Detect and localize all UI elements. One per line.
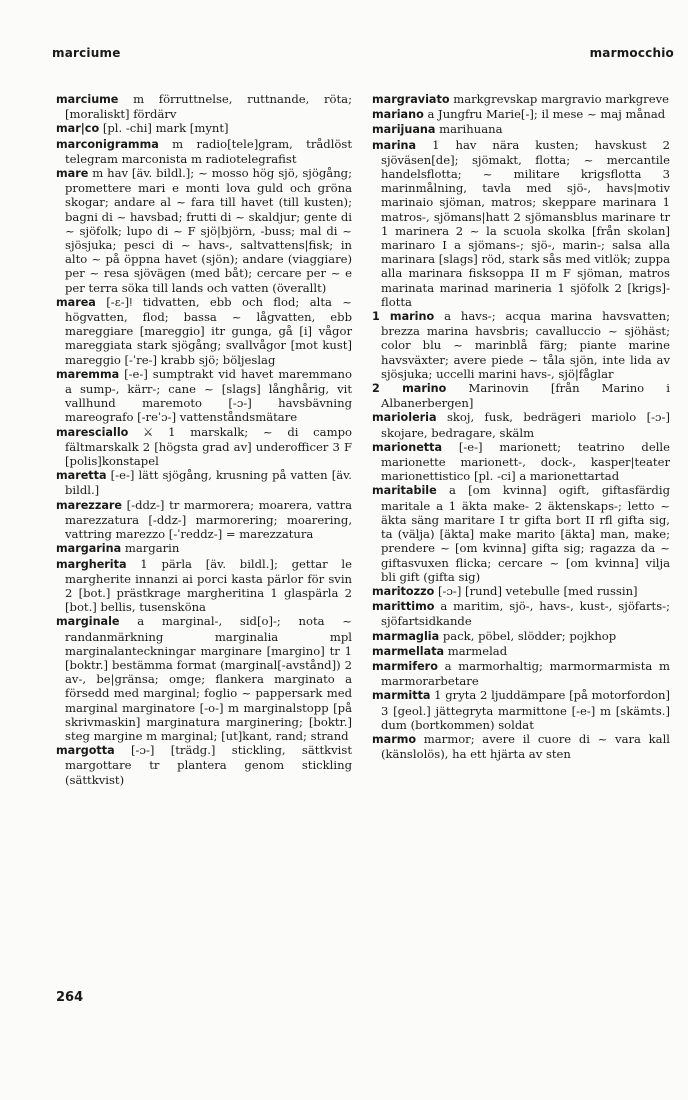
entry <box>372 92 670 107</box>
definition: pack, pöbel, slödder; pojkhop <box>439 628 617 643</box>
definition: a Jungfru Marie[-]; il mese ~ maj månad <box>423 107 666 122</box>
left-column <box>56 92 352 787</box>
running-head-right: marmocchio <box>589 46 674 60</box>
running-head-left: marciume <box>52 46 121 60</box>
entry <box>56 92 352 121</box>
headword: marciume <box>56 93 119 106</box>
headword: margherita <box>56 557 127 571</box>
headword: maremma <box>56 367 120 381</box>
headword: marmifero <box>372 659 438 673</box>
definition: m hav [äv. bildl.]; ~ mosso hög sjö, sjögång; promettere mari e monti lova guld och gröna skogar; andare al ~ fara till havet (till kusten); bagni di ~ havsbad; frutti di ~ skaldjur; gente di ~ sjöfolk; lupo di ~ F sjö|björn, -buss; mal di ~ sjösjuka; pesci di ~ havs-, saltvattens|fisk; in alto ~ på öppna havet (sjön); andare (viaggiare) per ~ resa sjövägen (med båt); cercare per ~ e per terra söka till lands och vatten (överallt) <box>65 166 352 295</box>
headword: marea <box>56 295 96 309</box>
entry <box>372 138 670 309</box>
entry <box>56 425 352 469</box>
headword: marmo <box>372 732 417 746</box>
definition: [-ɛ-]ǃ tidvatten, ebb och flod; alta ~ högvatten, flod; bassa ~ lågvatten, ebb mareggiare [mareggio] itr gunga, gå [i] vågor mareggiata stark sjögång; svallvågor [mot kust] mareggio [-ˈre-] krabb sjö; böljeslag <box>65 294 352 367</box>
headword: marginale <box>56 615 120 629</box>
entry <box>372 122 670 137</box>
entry <box>56 367 352 425</box>
headword: marezzare <box>56 498 122 512</box>
entry <box>372 659 670 688</box>
definition: [-e-] sumptrakt vid havet maremmano a sump-, kärr-; cane ~ [slags] långhårig, vit vallhund maremoto [-ɔ-] havsbävning mareografo [-reˈɔ-] vattenståndsmätare <box>65 366 352 425</box>
entry <box>372 483 670 583</box>
headword: maresciallo <box>56 425 129 439</box>
definition: a marmorhaltig; marmormarmista m marmorarbetare <box>381 658 670 689</box>
definition: [-ddz-] tr marmorera; moarera, vattra marezzatura [-ddz-] marmorering; moarering, vattring marezzo [-ˈreddz-] = marezzatura <box>65 497 352 542</box>
definition: [-ɔ-] [trädg.] stickling, sättkvist margottare tr plantera genom stickling (sättkvist) <box>65 743 352 787</box>
right-column <box>372 92 670 761</box>
definition: [-e-] lätt sjögång, krusning på vatten [äv. bildl.] <box>65 468 352 498</box>
headword: marmellata <box>372 644 445 658</box>
headword: margarina <box>56 542 122 556</box>
entry <box>372 599 670 628</box>
definition: Marinovin [från Marino i Albanerbergen] <box>381 381 671 411</box>
entry <box>372 584 670 599</box>
definition: ⚔ 1 marskalk; ~ di campo fältmarskalk 2 [högsta grad av] underofficer 3 F [polis]konstapel <box>65 424 352 469</box>
definition: 1 gryta 2 ljuddämpare [på motorfordon] 3 [geol.] jättegryta marmittone [-e-] m [skämts.] dum (bortkommen) soldat <box>381 688 670 732</box>
headword: margraviato <box>372 93 450 106</box>
entry <box>56 541 352 556</box>
entry <box>372 629 670 644</box>
headword: 2 marino <box>372 382 447 396</box>
headword: 1 marino <box>372 310 435 324</box>
headword: marittimo <box>372 600 435 614</box>
entry <box>56 166 352 295</box>
definition: [pl. -chi] mark [mynt] <box>99 121 229 136</box>
headword: mare <box>56 167 89 181</box>
entry <box>372 644 670 659</box>
entry <box>372 381 670 410</box>
entry <box>372 688 670 732</box>
definition: a havs-; acqua marina havsvatten; brezza marina havsbris; cavalluccio ~ sjöhäst; color blu ~ marinblå färg; piante marine havsväxter; avere piede ~ tåla sjön, inte lida av sjösjuka; uccelli marini havs-, sjö|fåglar <box>381 309 670 381</box>
entry <box>372 107 670 122</box>
headword: maretta <box>56 469 107 483</box>
headword: mar|co <box>56 122 100 136</box>
definition: markgrevskap margravio markgreve <box>449 92 669 106</box>
headword: marconigramma <box>56 137 159 151</box>
headword: marijuana <box>372 123 436 137</box>
headword: marioleria <box>372 411 437 425</box>
entry <box>56 557 352 615</box>
entry <box>56 614 352 743</box>
headword: maritozzo <box>372 584 435 598</box>
entry <box>56 743 352 787</box>
definition: m radio[tele]gram, trådlöst telegram marconista m radiotelegrafist <box>65 136 352 166</box>
definition: marmor; avere il cuore di ~ vara kall (känslolös), ha ett hjärta av sten <box>381 731 670 762</box>
entry <box>372 440 670 484</box>
page-number: 264 <box>56 990 84 1005</box>
definition: margarin <box>121 541 180 556</box>
definition: 1 hav nära kusten; havskust 2 sjöväsen[de]; sjömakt, flotta; ~ mercantile handelsflotta; ~ militare krigsflotta 3 marinmålning, tavla med sjö-, havs|motiv marinaio sjöman, matros; skeppare marinara 1 matros-, sjömans|hatt 2 sjömansblus marinare tr 1 marinera 2 ~ la scuola skolka [från skolan] marinaro I a sjömans-; sjö-, marin-; salsa alla marinara [slags] röd, stark sås med vitlök; zuppa alla marinara fisksoppa II m F sjöman, matros marinata marinad marineria 1 sjöfolk 2 [krigs]-flotta <box>381 137 670 309</box>
headword: marionetta <box>372 440 443 454</box>
entry <box>372 309 670 381</box>
headword: marmitta <box>372 689 431 703</box>
definition: a [om kvinna] ogift, giftasfärdig maritale a 1 äkta make- 2 äktenskaps-; letto ~ äkta säng maritare I tr gifta bort II rfl gifta sig, ta (välja) [äkta] make marito [äkta] man, make; prendere ~ [om kvinna] gifta sig; ragazza da ~ giftasvuxen flicka; cercare ~ [om kvinna] vilja bli gift (gifta sig) <box>381 483 670 584</box>
definition: a maritim, sjö-, havs-, kust-, sjöfarts-; sjöfartsidkande <box>381 599 670 629</box>
entry <box>56 137 352 166</box>
headword: mariano <box>372 108 424 122</box>
definition: [-ɔ-] [rund] vetebulle [med russin] <box>434 583 638 598</box>
headword: marmaglia <box>372 629 440 643</box>
entry <box>56 121 352 136</box>
entry <box>56 498 352 542</box>
definition: marihuana <box>435 122 503 137</box>
entry <box>372 732 670 761</box>
definition: skoj, fusk, bedrägeri mariolo [-ɔ-] skojare, bedragare, skälm <box>381 410 670 440</box>
headword: maritabile <box>372 484 437 498</box>
definition: 1 pärla [äv. bildl.]; gettar le margherite innanzi ai porci kasta pärlor för svin 2 [bot.] prästkrage margheritina 1 glaspärla 2 [bot.] bellis, tusensköna <box>65 556 352 615</box>
entry <box>372 410 670 439</box>
headword: marina <box>372 138 417 152</box>
definition: m förruttnelse, ruttnande, röta; [moraliskt] fördärv <box>65 92 352 122</box>
entry <box>56 468 352 497</box>
definition: a marginal-, sid[o]-; nota ~ randanmärkning marginalia mpl marginalanteckningar marginare [margino] tr 1 [boktr.] bestämma format (marginal[-avstånd]) 2 av-, be|gränsa; omge; flankera marginato a försedd med marginal; foglio ~ pappersark med marginal marginatore [-o-] m marginalstopp [på skrivmaskin] marginatura marginering; [boktr.] steg margine m marginal; [ut]kant, rand; strand <box>65 614 352 743</box>
definition: [-e-] marionett; teatrino delle marionette marionett-, dock-, kasper|teater marionettistico [pl. -ci] a marionettartad <box>381 439 670 484</box>
headword: margotta <box>56 744 115 758</box>
definition: marmelad <box>444 643 508 658</box>
entry <box>56 295 352 367</box>
